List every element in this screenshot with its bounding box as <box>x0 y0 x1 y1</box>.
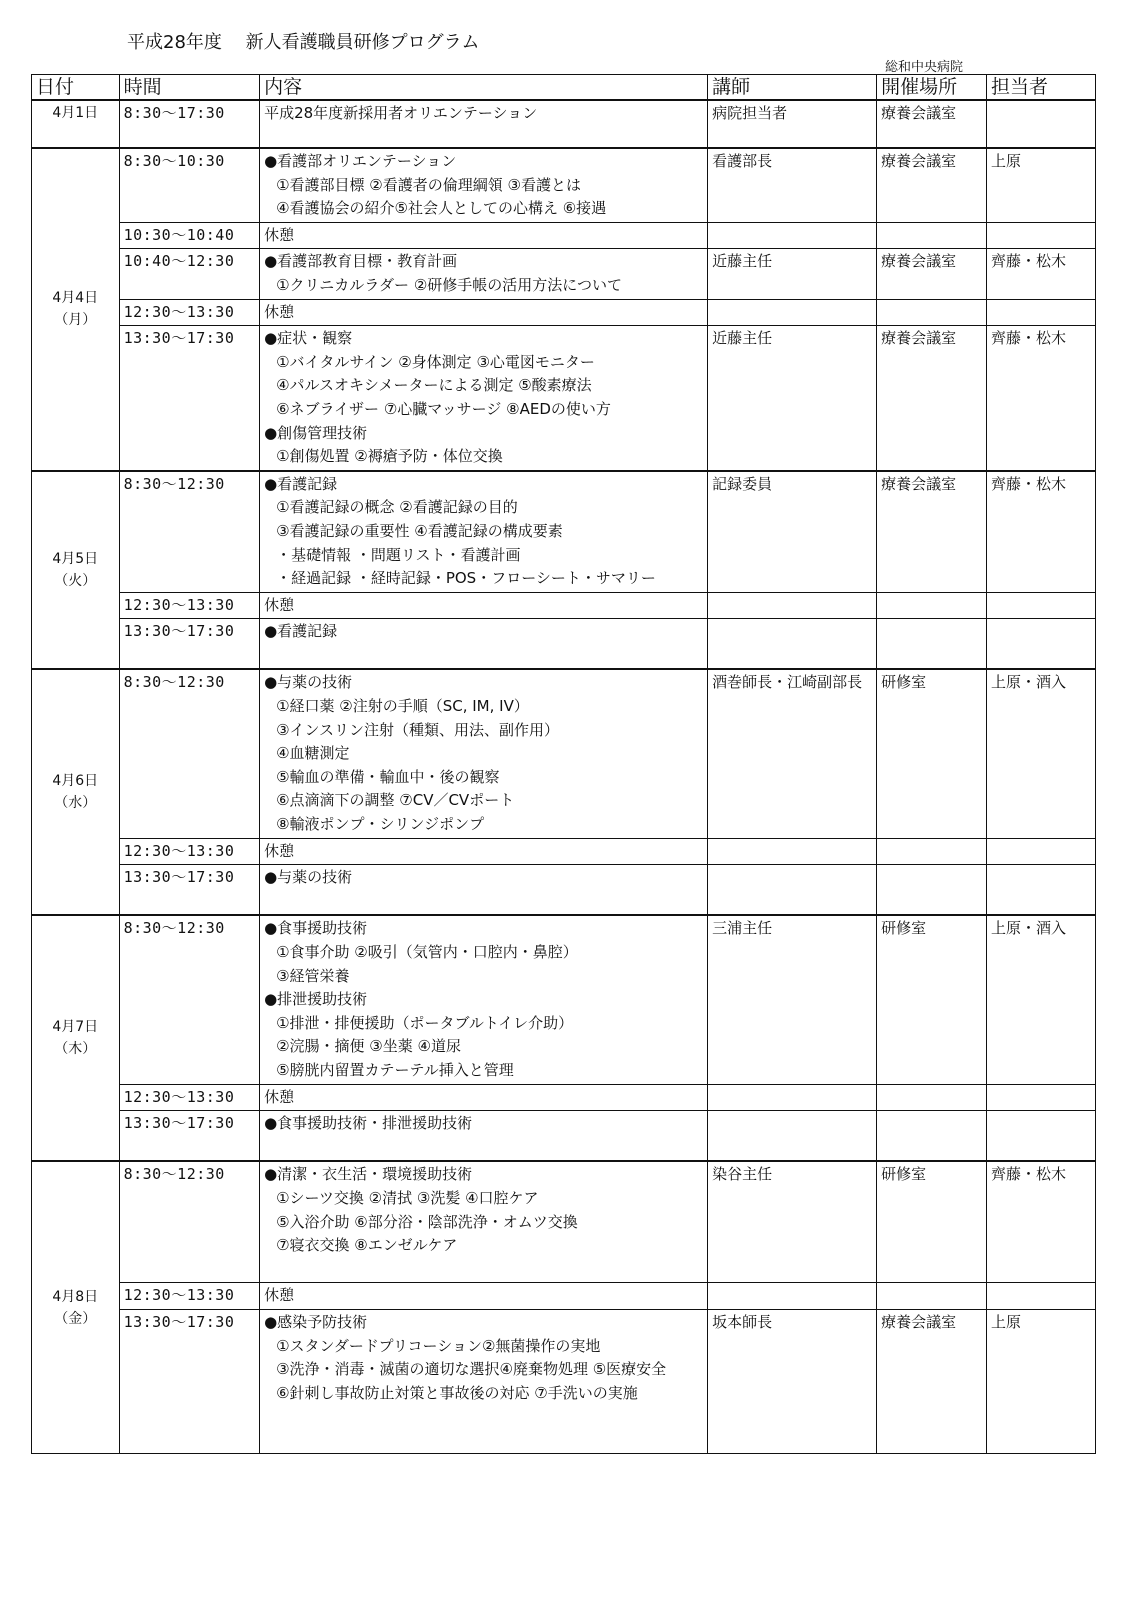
venue-cell: 研修室 <box>877 1161 987 1282</box>
content-line: ●看護部オリエンテーション <box>264 152 457 170</box>
weekday-label: （木） <box>54 1041 97 1058</box>
time-cell: 12:30〜13:30 <box>119 1084 260 1111</box>
staff-cell <box>987 1283 1096 1310</box>
col-header-lecturer: 講師 <box>708 75 877 101</box>
content-cell <box>260 148 708 222</box>
content-line: ⑥針刺し事故防止対策と事故後の対応 ⑦手洗いの実施 <box>276 1383 638 1402</box>
date-cell <box>32 100 120 148</box>
lecturer-cell <box>708 299 877 326</box>
lecturer-cell <box>708 592 877 619</box>
content-line: ⑤輸血の準備・輸血中・後の観察 <box>276 767 500 786</box>
content-line: 休憩 <box>264 1286 295 1305</box>
content-line: ①スタンダードプリコーション②無菌操作の実地 <box>276 1336 601 1355</box>
col-header-time: 時間 <box>119 75 260 101</box>
venue-cell <box>877 619 987 670</box>
venue-cell <box>877 838 987 865</box>
content-line: ③洗浄・消毒・滅菌の適切な選択④廃棄物処理 ⑤医療安全 <box>276 1360 667 1379</box>
content-cell <box>260 1161 708 1282</box>
weekday-label <box>36 124 115 146</box>
content-cell <box>260 1309 708 1454</box>
lecturer-cell <box>708 1111 877 1162</box>
staff-cell <box>987 299 1096 326</box>
schedule-row <box>32 326 1096 471</box>
schedule-row <box>32 838 1096 865</box>
content-line: ③看護記録の重要性 ④看護記録の構成要素 <box>276 521 563 540</box>
content-cell <box>260 222 708 249</box>
content-line: ⑥ネブライザー ⑦心臓マッサージ ⑧AEDの使い方 <box>276 399 611 418</box>
lecturer-cell <box>708 865 877 916</box>
staff-cell <box>987 838 1096 865</box>
time-cell: 12:30〜13:30 <box>119 299 260 326</box>
content-cell <box>260 669 708 838</box>
lecturer-cell: 三浦主任 <box>708 915 877 1084</box>
date-label: 4月1日 <box>52 105 99 121</box>
content-cell <box>260 249 708 299</box>
time-cell: 10:40〜12:30 <box>119 249 260 299</box>
col-header-date: 日付 <box>32 75 120 101</box>
content-cell <box>260 865 708 916</box>
lecturer-cell: 染谷主任 <box>708 1161 877 1282</box>
content-line: 休憩 <box>264 595 295 614</box>
content-cell <box>260 592 708 619</box>
venue-cell <box>877 592 987 619</box>
content-line: ③経管栄養 <box>276 966 350 985</box>
content-line: ●看護部教育目標・教育計画 <box>264 252 458 271</box>
weekday-label: （金） <box>54 1310 97 1327</box>
content-cell <box>260 299 708 326</box>
col-header-venue: 開催場所 <box>877 75 987 101</box>
time-cell: 13:30〜17:30 <box>119 1111 260 1162</box>
content-line: ①経口薬 ②注射の手順（SC, IM, IV） <box>276 697 529 716</box>
content-line: ●与薬の技術 <box>264 868 353 887</box>
content-cell <box>260 1283 708 1310</box>
date-label: 4月5日 <box>52 551 99 568</box>
venue-cell <box>877 1283 987 1310</box>
time-cell: 12:30〜13:30 <box>119 838 260 865</box>
date-cell <box>32 1161 120 1454</box>
col-header-staff: 担当者 <box>987 75 1096 101</box>
lecturer-cell <box>708 1283 877 1310</box>
content-line: ●看護記録 <box>264 622 338 641</box>
time-cell: 12:30〜13:30 <box>119 1283 260 1310</box>
date-label: 4月4日 <box>52 290 99 307</box>
schedule-row <box>32 1084 1096 1111</box>
schedule-row <box>32 1111 1096 1162</box>
content-line: ●清潔・衣生活・環境援助技術 <box>264 1165 473 1184</box>
content-line <box>264 1405 703 1429</box>
venue-cell: 療養会議室 <box>877 1309 987 1454</box>
content-line: ⑤膀胱内留置カテーテル挿入と管理 <box>276 1060 514 1079</box>
schedule-row <box>32 249 1096 299</box>
time-cell: 13:30〜17:30 <box>119 865 260 916</box>
date-label: 4月7日 <box>52 1019 99 1036</box>
schedule-row <box>32 1309 1096 1454</box>
training-schedule-table <box>31 74 1096 1454</box>
staff-cell <box>987 865 1096 916</box>
schedule-row <box>32 865 1096 916</box>
venue-cell: 療養会議室 <box>877 471 987 592</box>
content-line: ①看護記録の概念 ②看護記録の目的 <box>276 498 518 517</box>
staff-cell <box>987 1111 1096 1162</box>
staff-cell: 齊藤・松木 <box>987 1161 1096 1282</box>
lecturer-cell: 酒巻師長・江崎副部長 <box>708 669 877 838</box>
weekday-label: （水） <box>54 795 97 812</box>
schedule-row <box>32 1161 1096 1282</box>
staff-cell <box>987 100 1096 148</box>
schedule-row <box>32 669 1096 838</box>
content-line: ④血糖測定 <box>276 744 350 763</box>
lecturer-cell <box>708 222 877 249</box>
content-line: ①食事介助 ②吸引（気管内・口腔内・鼻腔） <box>276 943 578 961</box>
content-cell <box>260 1111 708 1162</box>
date-cell <box>32 915 120 1161</box>
venue-cell: 研修室 <box>877 915 987 1084</box>
content-cell <box>260 838 708 865</box>
venue-cell: 研修室 <box>877 669 987 838</box>
content-line <box>264 890 703 914</box>
content-cell <box>260 619 708 670</box>
col-header-content: 内容 <box>260 75 708 101</box>
content-line: ●創傷管理技術 <box>264 423 368 442</box>
lecturer-cell <box>708 619 877 670</box>
lecturer-cell: 記録委員 <box>708 471 877 592</box>
content-line: ●症状・観察 <box>264 329 353 348</box>
content-line: ●食事援助技術 <box>264 919 368 938</box>
staff-cell <box>987 619 1096 670</box>
content-line: ②浣腸・摘便 ③坐薬 ④道尿 <box>276 1037 461 1056</box>
lecturer-cell: 坂本師長 <box>708 1309 877 1454</box>
venue-cell: 療養会議室 <box>877 249 987 299</box>
staff-cell: 齊藤・松木 <box>987 249 1096 299</box>
date-label: 4月8日 <box>52 1288 99 1305</box>
staff-cell: 上原・酒入 <box>987 915 1096 1084</box>
time-cell: 8:30〜12:30 <box>119 915 260 1084</box>
lecturer-cell: 病院担当者 <box>708 100 877 148</box>
document-title: 平成28年度 新人看護職員研修プログラム <box>127 32 480 53</box>
staff-cell: 上原 <box>987 148 1096 222</box>
content-cell <box>260 471 708 592</box>
time-cell: 10:30〜10:40 <box>119 222 260 249</box>
venue-cell <box>877 299 987 326</box>
content-line: ⑧輸液ポンプ・シリンジポンプ <box>276 815 485 834</box>
schedule-row <box>32 222 1096 249</box>
content-line: ⑦寝衣交換 ⑧エンゼルケア <box>276 1236 458 1255</box>
venue-cell: 療養会議室 <box>877 148 987 222</box>
time-cell: 13:30〜17:30 <box>119 619 260 670</box>
content-line <box>264 1429 703 1453</box>
content-line: ①シーツ交換 ②清拭 ③洗髪 ④口腔ケア <box>276 1188 539 1207</box>
content-line: ●看護記録 <box>264 474 338 493</box>
lecturer-cell <box>708 1084 877 1111</box>
venue-cell <box>877 222 987 249</box>
content-line: ①創傷処置 ②褥瘡予防・体位交換 <box>276 447 503 466</box>
table-header-row <box>32 75 1096 101</box>
staff-cell <box>987 592 1096 619</box>
content-line: ●食事援助技術・排泄援助技術 <box>264 1114 473 1133</box>
time-cell: 12:30〜13:30 <box>119 592 260 619</box>
hospital-name: 総和中央病院 <box>885 60 964 75</box>
content-line: ⑥点滴滴下の調整 ⑦CV／CVポート <box>276 791 515 810</box>
venue-cell <box>877 1111 987 1162</box>
time-cell: 13:30〜17:30 <box>119 326 260 471</box>
schedule-row <box>32 619 1096 670</box>
time-cell: 8:30〜17:30 <box>119 100 260 148</box>
content-line: ●排泄援助技術 <box>264 990 368 1009</box>
lecturer-cell: 近藤主任 <box>708 326 877 471</box>
schedule-row <box>32 148 1096 222</box>
content-line: ③インスリン注射（種類、用法、副作用） <box>276 720 560 739</box>
content-line: 平成28年度新採用者オリエンテーション <box>264 104 538 122</box>
lecturer-cell: 看護部長 <box>708 148 877 222</box>
content-cell <box>260 1084 708 1111</box>
weekday-label: （月） <box>54 312 97 329</box>
schedule-body <box>32 100 1096 1454</box>
date-cell <box>32 669 120 915</box>
content-line: ①クリニカルラダー ②研修手帳の活用方法について <box>276 275 622 294</box>
schedule-row <box>32 471 1096 592</box>
schedule-row <box>32 592 1096 619</box>
date-cell <box>32 148 120 471</box>
schedule-row <box>32 100 1096 148</box>
weekday-label: （火） <box>54 573 97 590</box>
content-line: ①バイタルサイン ②身体測定 ③心電図モニター <box>276 352 595 371</box>
content-line: ①看護部目標 ②看護者の倫理綱領 ③看護とは <box>276 175 581 194</box>
content-line <box>264 1136 703 1160</box>
staff-cell: 上原・酒入 <box>987 669 1096 838</box>
lecturer-cell <box>708 838 877 865</box>
time-cell: 8:30〜12:30 <box>119 471 260 592</box>
schedule-row <box>32 299 1096 326</box>
content-line: 休憩 <box>264 225 295 244</box>
content-line <box>264 1258 703 1282</box>
date-label: 4月6日 <box>52 773 99 790</box>
content-line: 休憩 <box>264 841 295 860</box>
staff-cell <box>987 1084 1096 1111</box>
schedule-row <box>32 915 1096 1084</box>
content-line: 休憩 <box>264 302 295 321</box>
staff-cell: 齊藤・松木 <box>987 471 1096 592</box>
date-cell <box>32 471 120 670</box>
staff-cell: 齊藤・松木 <box>987 326 1096 471</box>
venue-cell: 療養会議室 <box>877 100 987 148</box>
content-line: 休憩 <box>264 1087 295 1106</box>
lecturer-cell: 近藤主任 <box>708 249 877 299</box>
content-cell <box>260 326 708 471</box>
content-cell <box>260 100 708 148</box>
content-line: ・基礎情報 ・問題リスト・看護計画 <box>276 545 521 564</box>
content-line: ⑤入浴介助 ⑥部分浴・陰部洗浄・オムツ交換 <box>276 1212 578 1231</box>
schedule-row <box>32 1283 1096 1310</box>
time-cell: 8:30〜12:30 <box>119 669 260 838</box>
content-line: ④パルスオキシメーターによる測定 ⑤酸素療法 <box>276 376 592 395</box>
staff-cell <box>987 222 1096 249</box>
content-line: ④看護協会の紹介⑤社会人としての心構え ⑥接遇 <box>276 199 607 218</box>
content-line: ●与薬の技術 <box>264 673 353 692</box>
time-cell: 8:30〜12:30 <box>119 1161 260 1282</box>
content-line: ●感染予防技術 <box>264 1312 368 1331</box>
venue-cell <box>877 865 987 916</box>
venue-cell: 療養会議室 <box>877 326 987 471</box>
time-cell: 8:30〜10:30 <box>119 148 260 222</box>
venue-cell <box>877 1084 987 1111</box>
content-line: ①排泄・排便援助（ポータブルトイレ介助） <box>276 1013 574 1032</box>
content-cell <box>260 915 708 1084</box>
content-line <box>264 644 703 668</box>
content-line: ・経過記録 ・経時記録・POS・フローシート・サマリー <box>276 569 656 588</box>
staff-cell: 上原 <box>987 1309 1096 1454</box>
time-cell: 13:30〜17:30 <box>119 1309 260 1454</box>
